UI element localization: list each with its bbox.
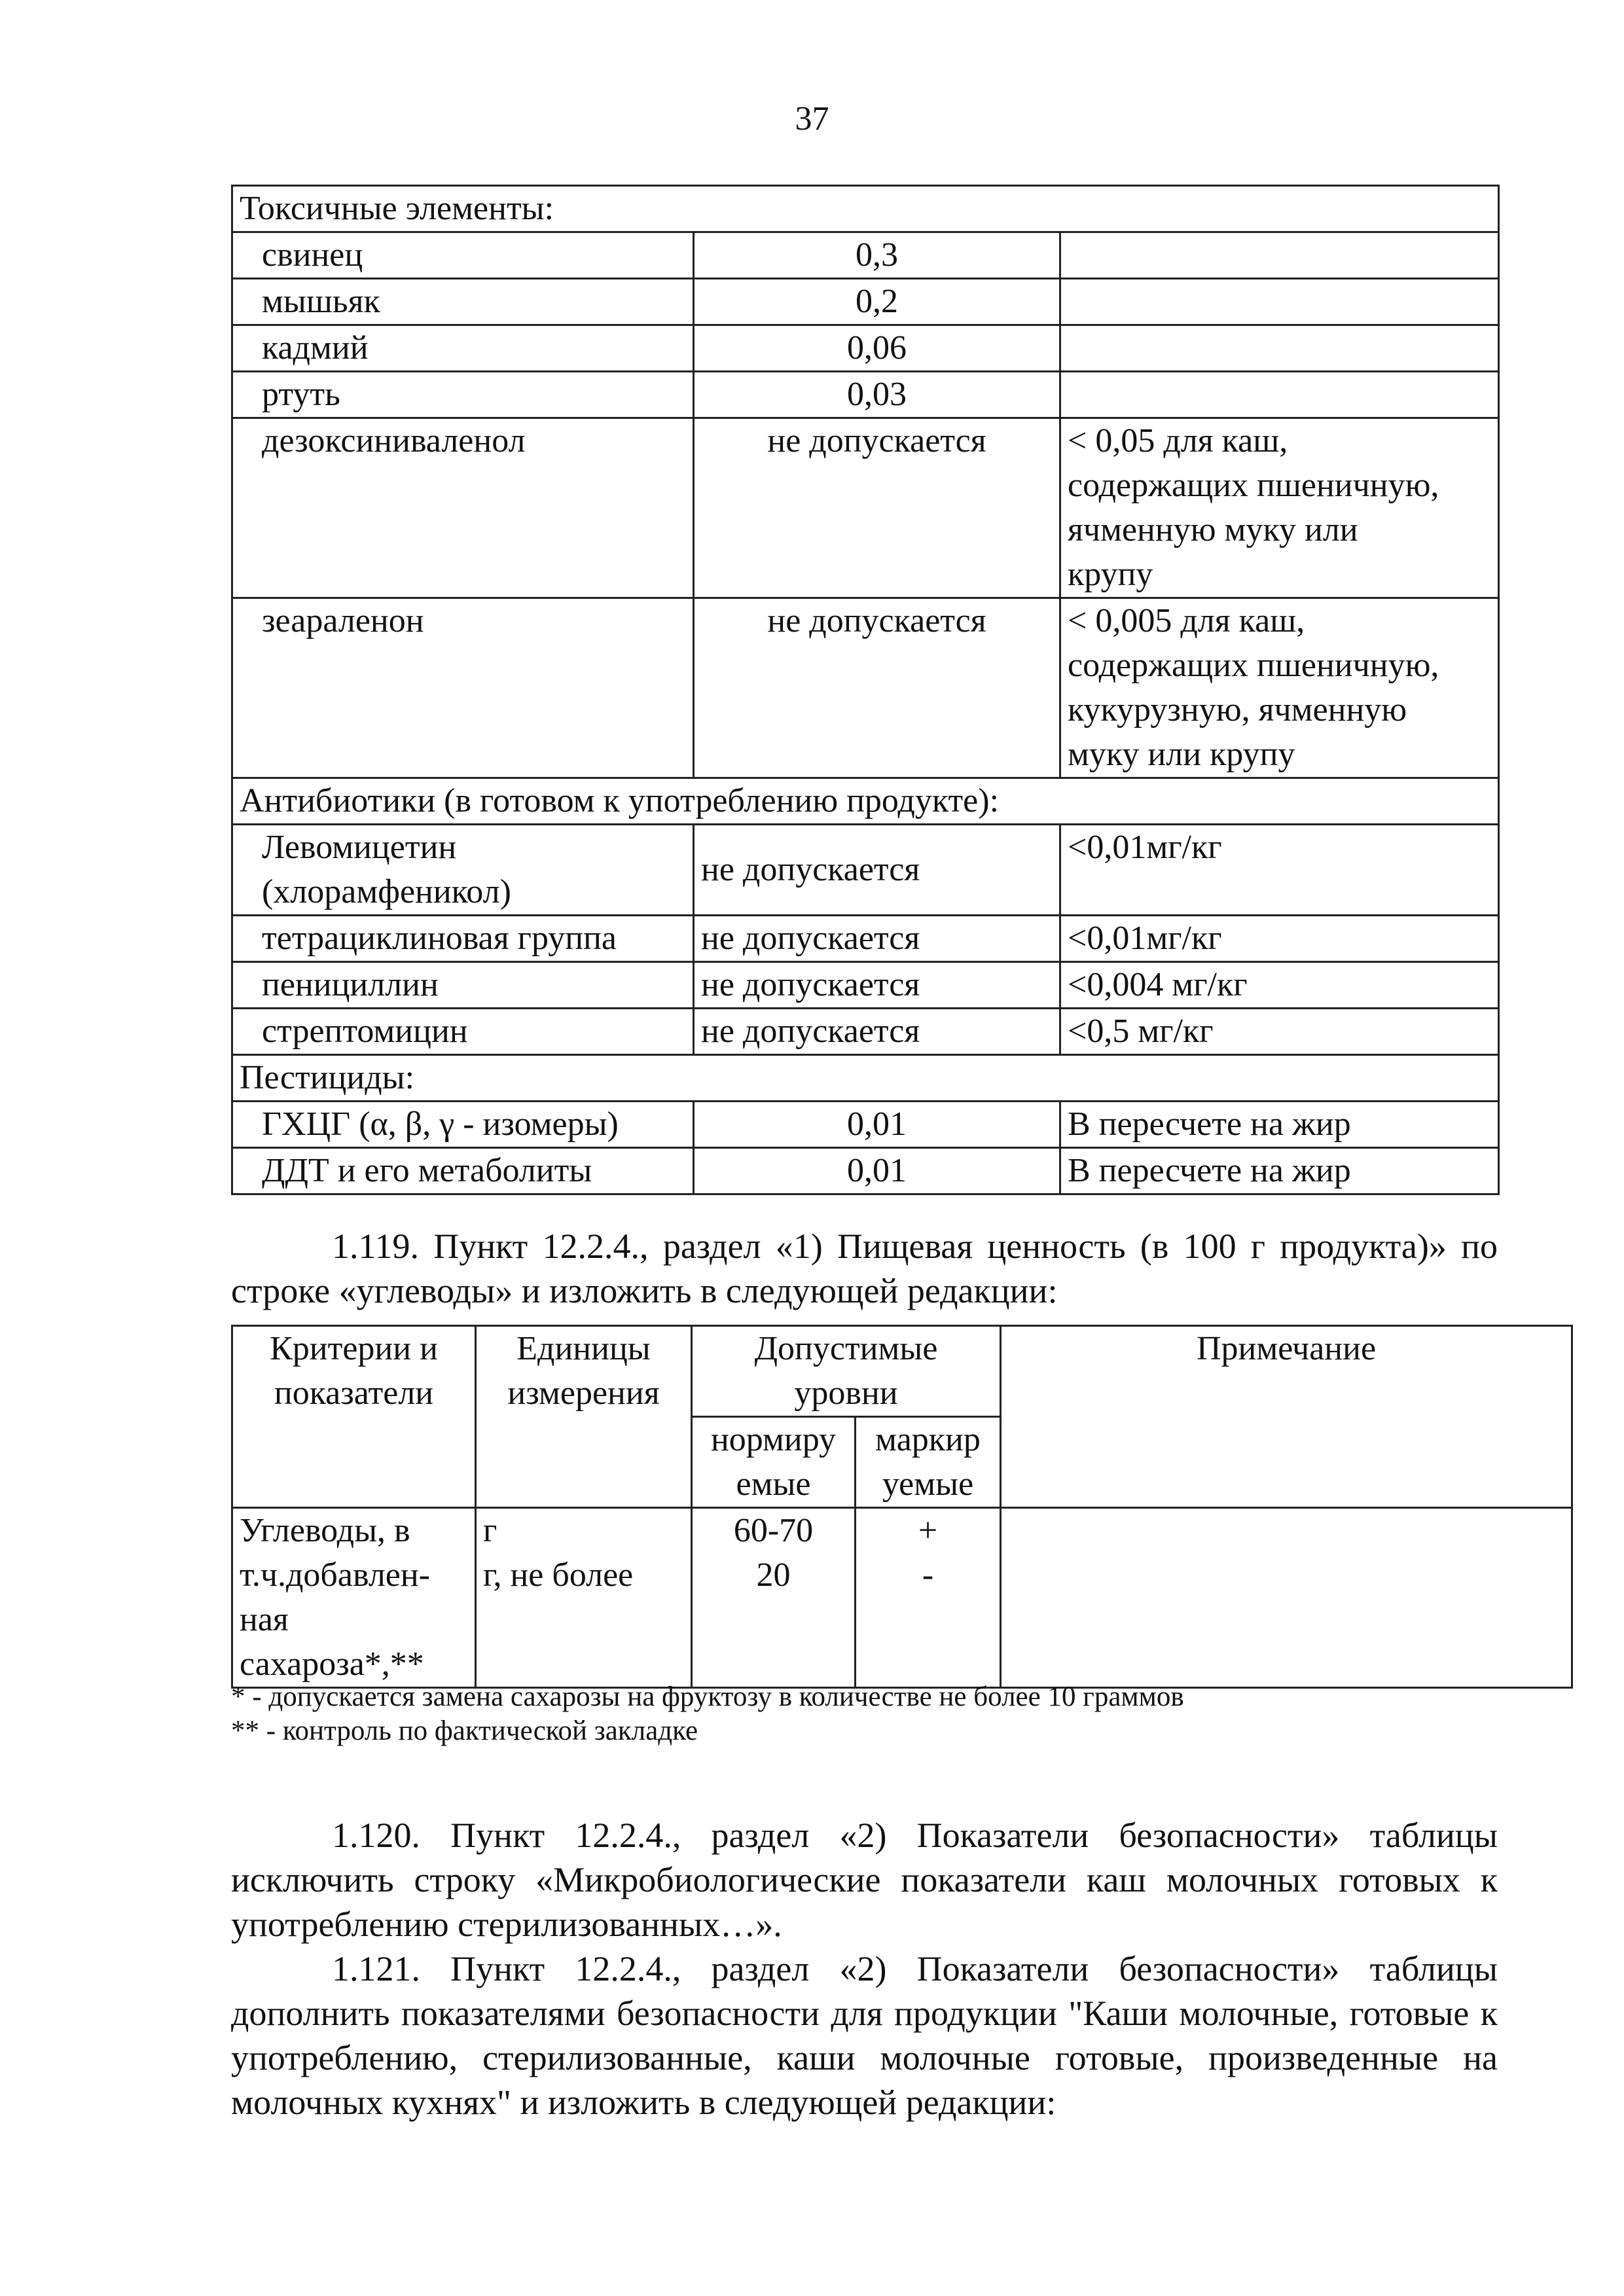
table-row	[232, 372, 1499, 418]
row-note	[1060, 279, 1499, 325]
section-header-antibiotics: Антибиотики (в готовом к употреблению продукте):	[232, 778, 1499, 825]
row-value: 0,3	[694, 232, 1060, 279]
row-units: г г, не более	[476, 1508, 692, 1688]
row-normed: 60-70 20	[692, 1508, 856, 1688]
row-note	[1060, 372, 1499, 418]
row-note: В пересчете на жир	[1060, 1102, 1499, 1148]
paragraph-1-121	[231, 1946, 1498, 2125]
row-value: не допускается	[694, 916, 1060, 962]
row-value: не допускается	[694, 1009, 1060, 1055]
table-row	[232, 325, 1499, 372]
section-header-row	[232, 1055, 1499, 1102]
section-header-pesticides: Пестициды:	[232, 1055, 1499, 1102]
row-note	[1060, 232, 1499, 279]
row-value: 0,03	[694, 372, 1060, 418]
row-name: ртуть	[232, 372, 694, 418]
row-note	[1001, 1508, 1572, 1688]
table-row	[232, 598, 1499, 778]
table-row	[232, 916, 1499, 962]
header-row	[232, 1326, 1572, 1417]
row-criteria: Углеводы, в т.ч.добавлен- ная сахароза*,**	[232, 1508, 476, 1688]
header-units: Единицы измерения	[476, 1326, 692, 1508]
row-note: В пересчете на жир	[1060, 1148, 1499, 1194]
row-name: ДДТ и его метаболиты	[232, 1148, 694, 1194]
header-note: Примечание	[1001, 1326, 1572, 1508]
header-normed: нормиру емые	[692, 1417, 856, 1508]
row-name: Левомицетин (хлорамфеникол)	[232, 825, 694, 916]
table1-body	[232, 186, 1499, 1194]
row-note: <0,004 мг/кг	[1060, 962, 1499, 1009]
row-note: <0,01мг/кг	[1060, 825, 1499, 916]
safety-indicators-table	[231, 185, 1500, 1195]
table-row	[232, 1508, 1572, 1688]
row-value: 0,01	[694, 1102, 1060, 1148]
row-value: 0,01	[694, 1148, 1060, 1194]
table-row	[232, 232, 1499, 279]
table-row	[232, 1148, 1499, 1194]
section-header-row	[232, 778, 1499, 825]
page-number: 37	[795, 100, 829, 137]
row-value: не допускается	[694, 962, 1060, 1009]
row-name: свинец	[232, 232, 694, 279]
row-note: < 0,05 для каш, содержащих пшеничную, ячменную муку или крупу	[1060, 418, 1499, 598]
header-marked: маркир уемые	[856, 1417, 1001, 1508]
row-note: < 0,005 для каш, содержащих пшеничную, кукурузную, ячменную муку или крупу	[1060, 598, 1499, 778]
row-marked: + -	[856, 1508, 1001, 1688]
table-row	[232, 1102, 1499, 1148]
row-name: мышьяк	[232, 279, 694, 325]
footnote-2: ** - контроль по фактической закладке	[231, 1715, 698, 1746]
table-row	[232, 279, 1499, 325]
row-value: не допускается	[694, 418, 1060, 598]
row-note	[1060, 325, 1499, 372]
section-header-toxic: Токсичные элементы:	[232, 186, 1499, 232]
row-name: зеараленон	[232, 598, 694, 778]
row-value: 0,2	[694, 279, 1060, 325]
carbohydrates-table	[231, 1325, 1573, 1689]
row-value: не допускается	[694, 598, 1060, 778]
section-header-row	[232, 186, 1499, 232]
paragraph-text: 1.119. Пункт 12.2.4., раздел «1) Пищевая ценность (в 100 г продукта)» по строке «углеводы» и изложить в следующей редакции:	[231, 1227, 1498, 1310]
footnote-1: * - допускается замена сахарозы на фруктозу в количестве не более 10 граммов	[231, 1681, 1184, 1712]
table-row	[232, 825, 1499, 916]
header-levels: Допустимые уровни	[692, 1326, 1001, 1417]
paragraph-1-120	[231, 1813, 1498, 1946]
row-note: <0,01мг/кг	[1060, 916, 1499, 962]
row-name: пенициллин	[232, 962, 694, 1009]
row-name: кадмий	[232, 325, 694, 372]
row-name: дезоксиниваленол	[232, 418, 694, 598]
table-row	[232, 962, 1499, 1009]
table-row	[232, 1009, 1499, 1055]
row-note: <0,5 мг/кг	[1060, 1009, 1499, 1055]
paragraph-text: 1.121. Пункт 12.2.4., раздел «2) Показатели безопасности» таблицы дополнить показателями безопасности для продукции "Каши молочные, готовые к употреблению, стерилизованные, каши молочные готовые, произведенные на молочных кухнях" и изложить в следующей редакции:	[231, 1949, 1498, 2122]
row-name: тетрациклиновая группа	[232, 916, 694, 962]
table2-body	[232, 1326, 1572, 1688]
header-criteria: Критерии и показатели	[232, 1326, 476, 1508]
row-value: 0,06	[694, 325, 1060, 372]
row-value: не допускается	[694, 825, 1060, 916]
paragraph-1-119	[231, 1224, 1498, 1313]
row-name: стрептомицин	[232, 1009, 694, 1055]
table-row	[232, 418, 1499, 598]
paragraph-text: 1.120. Пункт 12.2.4., раздел «2) Показатели безопасности» таблицы исключить строку «Микробиологические показатели каш молочных готовых к употреблению стерилизованных…».	[231, 1816, 1498, 1944]
row-name: ГХЦГ (α, β, γ - изомеры)	[232, 1102, 694, 1148]
